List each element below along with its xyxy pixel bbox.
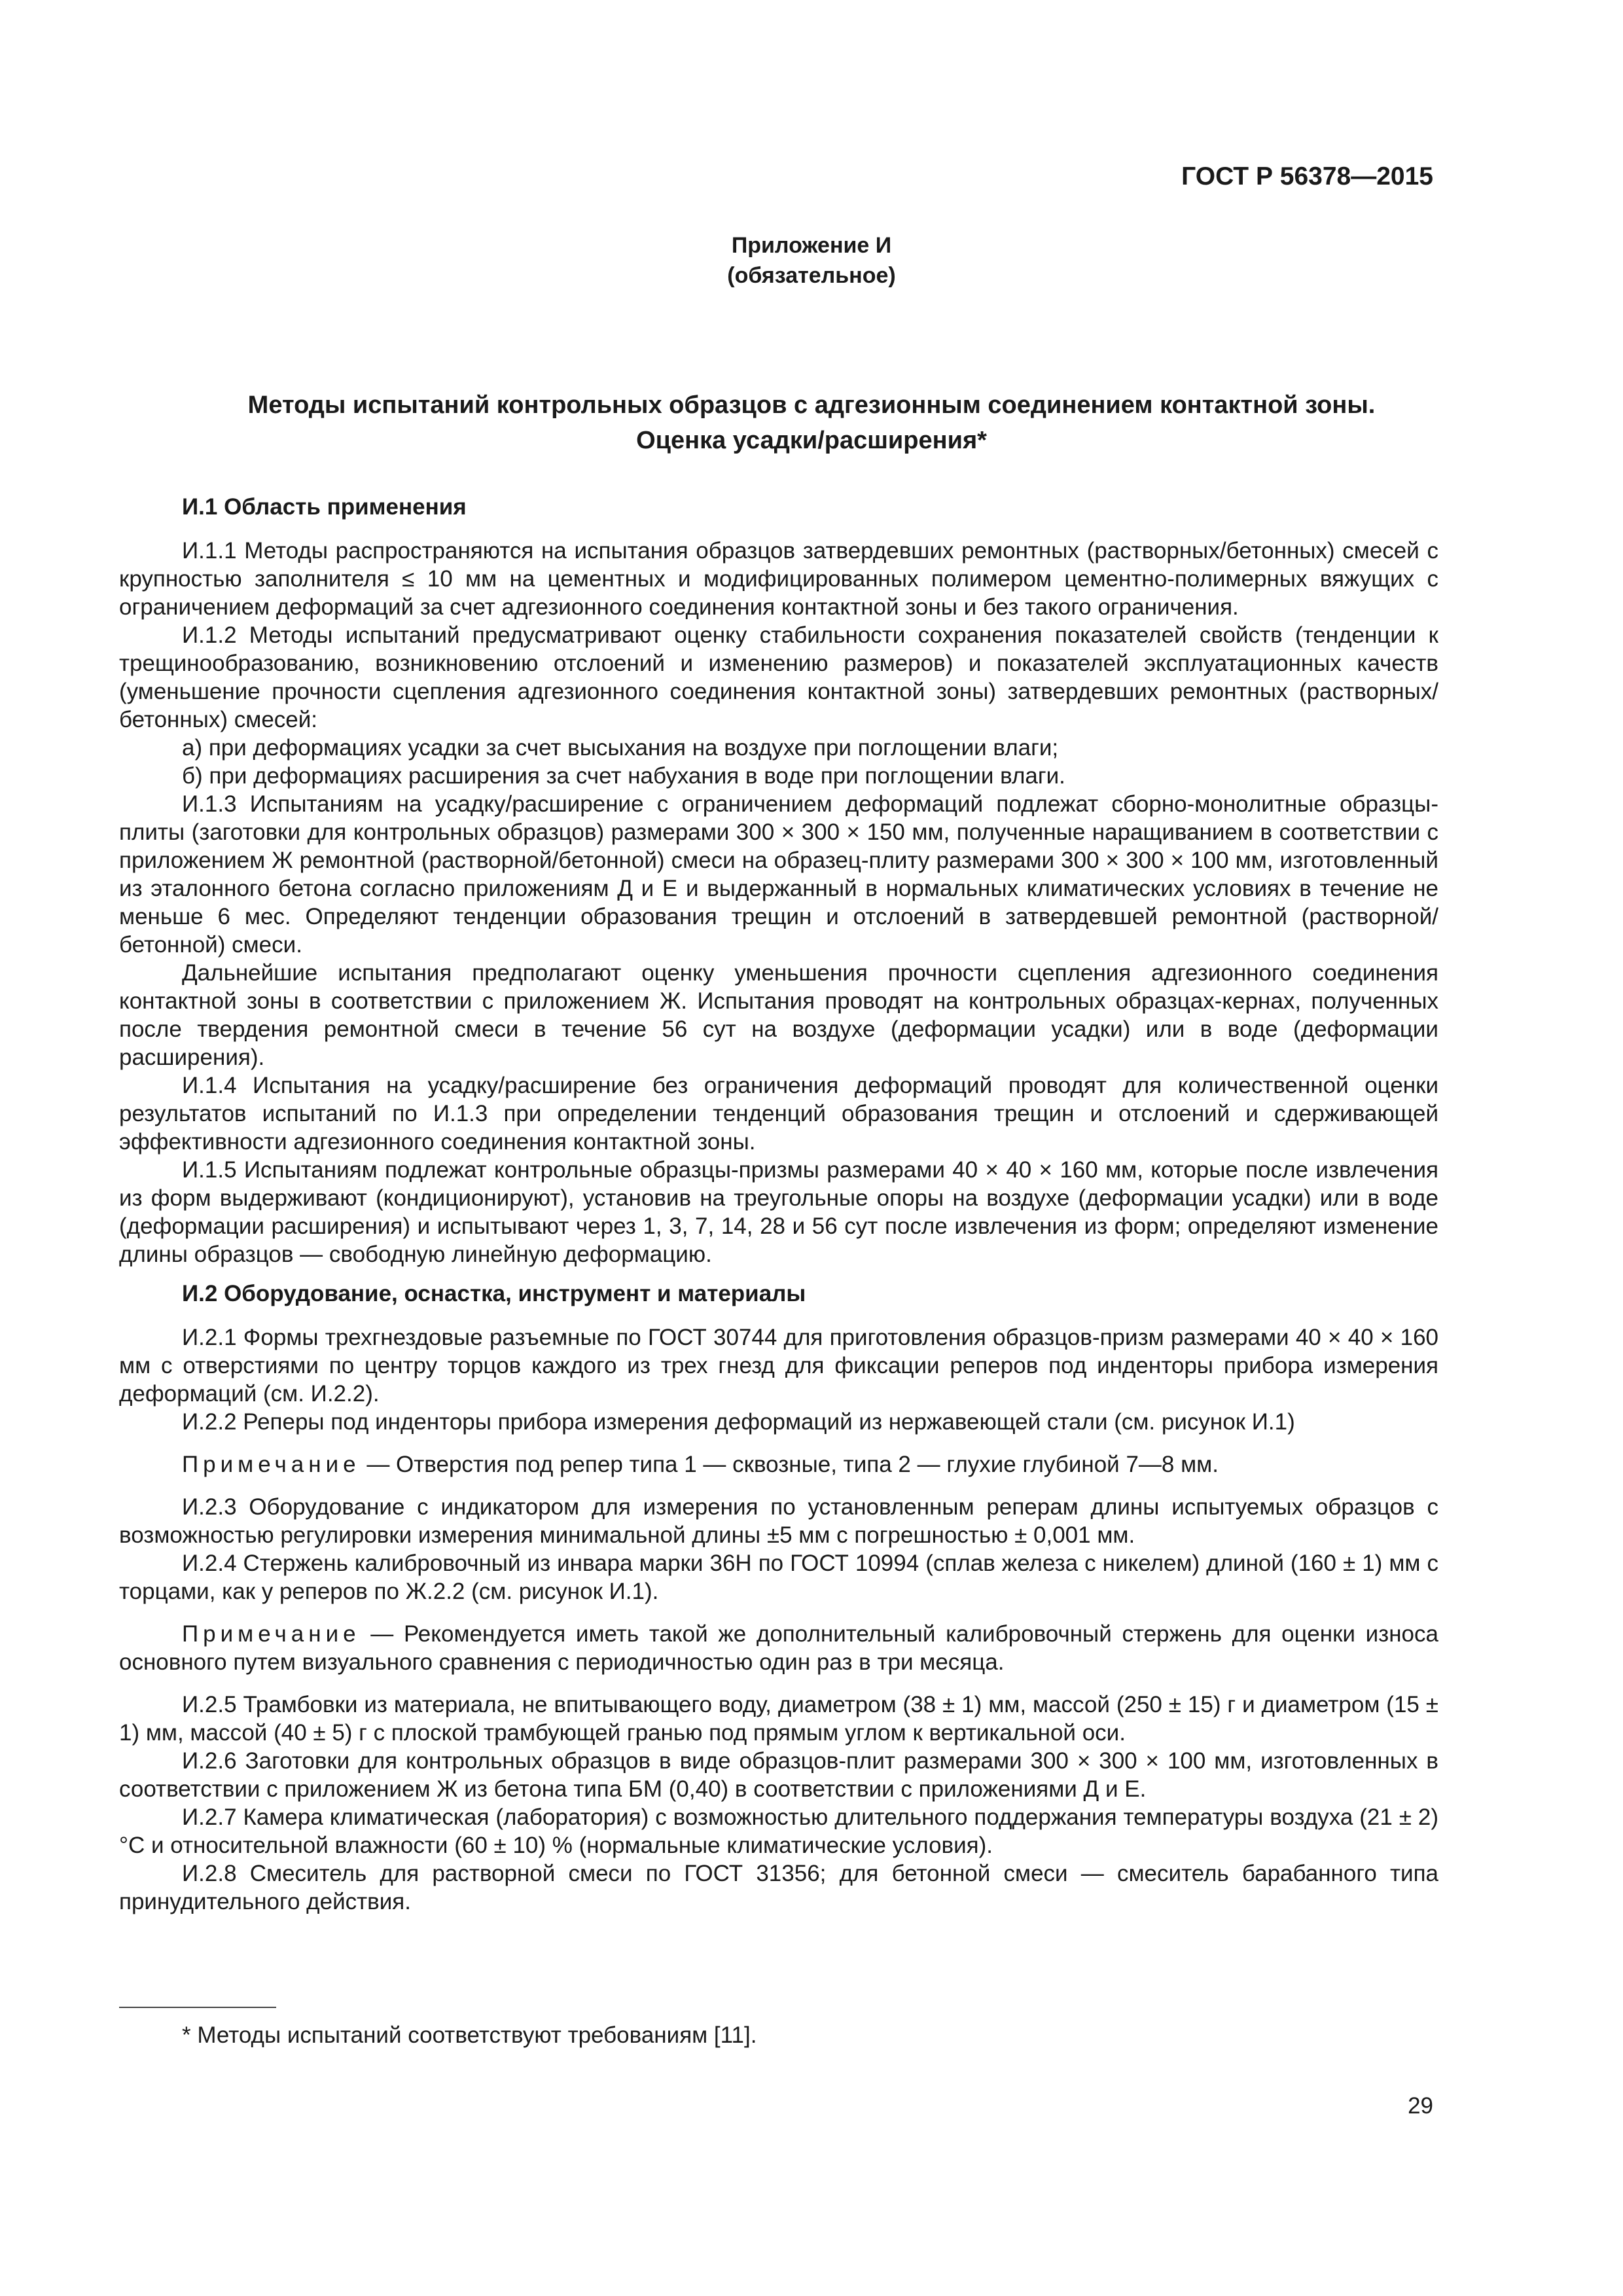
paragraph-1-2-6: И.2.6 Заготовки для контрольных образцов в виде образцов-плит размерами 300 × 300 × 100 мм, изготовленных в соответствии с приложением Ж из бетона типа БМ (0,40) в соответствии с приложениями Д и Е. — [119, 1748, 1438, 1802]
annex-heading — [0, 230, 1623, 291]
page-number: 29 — [1408, 2093, 1433, 2119]
paragraph-1-1-3: И.1.3 Испытаниям на усадку/расширение с ограничением деформаций подлежат сборно-монолитные образцы-плиты (заготовки для контрольных образцов) размерами 300 × 300 × 150 мм, полученные наращиванием в соответствии с приложением Ж ремонтной (растворной/бетонной) смеси на образец-плиту размерами 300 × 300 × 100 мм, изготовленный из эталонного бетона согласно приложениям Д и Е и выдержанный в нормальных климатических условиях в течение не меньше 6 мес. Определяют тенденции образования трещин и отслоений в затвердевшей ремонтной (растворной/бетонной) смеси. — [119, 791, 1438, 958]
annex-status: (обязательное) — [727, 263, 896, 288]
document-body — [119, 492, 1438, 1916]
note-2-label: Примечание — [182, 1621, 361, 1647]
paragraph-1-2-4: И.2.4 Стержень калибровочный из инвара марки 36Н по ГОСТ 10994 (сплав железа с никелем) длиной (160 ± 1) мм с торцами, как у реперов по Ж.2.2 (см. рисунок И.1). — [119, 1551, 1438, 1604]
paragraph-1-1-2: И.1.2 Методы испытаний предусматривают оценку стабильности сохранения показателей свойств (тенденции к трещинообразованию, возникновению отслоений и изменению размеров) и показателей эксплуатационных качеств (уменьшение прочности сцепления адгезионного соединения контактной зоны) затвердевших ремонтных (растворных/бетонных) смесей: — [119, 622, 1438, 732]
paragraph-1-2-5: И.2.5 Трамбовки из материала, не впитывающего воду, диаметром (38 ± 1) мм, массой (250 ± 15) г и диаметром (15 ± 1) мм, массой (40 ± 5) г с плоской трамбующей гранью под прямым углом к вертикальной оси. — [119, 1692, 1438, 1746]
annex-name: Приложение И — [731, 233, 892, 258]
section-heading-equipment: И.2 Оборудование, оснастка, инструмент и материалы — [182, 1281, 806, 1306]
title-line-1: Методы испытаний контрольных образцов с адгезионным соединением контактной зоны. — [247, 391, 1376, 419]
title-line-2: Оценка усадки/расширения* — [636, 427, 987, 454]
footnote: * Методы испытаний соответствуют требованиям [11]. — [182, 2022, 757, 2048]
paragraph-1-1-1: И.1.1 Методы распространяются на испытания образцов затвердевших ремонтных (растворных/бетонных) смесей с крупностью заполнителя ≤ 10 мм на цементных и модифицированных полимером цементно-полимерных вяжущих с ограничением деформаций за счет адгезионного соединения контактной зоны и без такого ограничения. — [119, 538, 1438, 620]
paragraph-1-2-1: И.2.1 Формы трехгнездовые разъемные по ГОСТ 30744 для приготовления образцов-призм размерами 40 × 40 × 160 мм с отверстиями по центру торцов каждого из трех гнезд для фиксации реперов под инденторы прибора измерения деформаций (см. И.2.2). — [119, 1325, 1438, 1407]
list-item-b: б) при деформациях расширения за счет набухания в воде при поглощении влаги. — [182, 763, 1065, 789]
paragraph-1-1-4: И.1.4 Испытания на усадку/расширение без ограничения деформаций проводят для количественной оценки результатов испытаний по И.1.3 при определении тенденций образования трещин и отслоений и сдерживающей эффективности адгезионного соединения контактной зоны. — [119, 1073, 1438, 1155]
paragraph-1-2-8: И.2.8 Смеситель для растворной смеси по ГОСТ 31356; для бетонной смеси — смеситель барабанного типа принудительного действия. — [119, 1861, 1438, 1914]
paragraph-1-2-2: И.2.2 Реперы под инденторы прибора измерения деформаций из нержавеющей стали (см. рисунок И.1) — [182, 1409, 1295, 1435]
paragraph-1-2-3: И.2.3 Оборудование с индикатором для измерения по установленным реперам длины испытуемых образцов с возможностью регулировки измерения минимальной длины ±5 мм с погрешностью ± 0,001 мм. — [119, 1494, 1438, 1548]
note-2 — [119, 1620, 1438, 1676]
note-2-text: — Рекомендуется иметь такой же дополнительный калибровочный стержень для оценки износа основного путем визуального сравнения с периодичностью один раз в три месяца. — [119, 1621, 1438, 1675]
standard-number: ГОСТ Р 56378—2015 — [1181, 162, 1433, 190]
footnote-separator — [119, 2007, 276, 2008]
paragraph-1-1-5: И.1.5 Испытаниям подлежат контрольные образцы-призмы размерами 40 × 40 × 160 мм, которые после извлечения из форм выдерживают (кондиционируют), установив на треугольные опоры на воздухе (деформации усадки) или в воде (деформации расширения) и испытывают через 1, 3, 7, 14, 28 и 56 сут после извлечения из форм; определяют изменение длины образцов — свободную линейную деформацию. — [119, 1157, 1438, 1267]
paragraph-1-2-7: И.2.7 Камера климатическая (лаборатория) с возможностью длительного поддержания температуры воздуха (21 ± 2) °С и относительной влажности (60 ± 10) % (нормальные климатические условия). — [119, 1804, 1438, 1858]
note-1-label: Примечание — [182, 1452, 361, 1477]
section-heading-scope: И.1 Область применения — [182, 494, 467, 520]
note-1-text: — Отверстия под репер типа 1 — сквозные, типа 2 — глухие глубиной 7—8 мм. — [360, 1452, 1219, 1477]
paragraph-1-1-3-cont: Дальнейшие испытания предполагают оценку уменьшения прочности сцепления адгезионного соединения контактной зоны в соответствии с приложением Ж. Испытания проводят на контрольных образцах-кернах, полученных после твердения ремонтной смеси в течение 56 сут на воздухе (деформации усадки) или в воде (деформации расширения). — [119, 960, 1438, 1070]
list-item-a: а) при деформациях усадки за счет высыхания на воздухе при поглощении влаги; — [182, 735, 1059, 761]
document-title — [131, 387, 1492, 458]
note-1 — [119, 1450, 1438, 1479]
